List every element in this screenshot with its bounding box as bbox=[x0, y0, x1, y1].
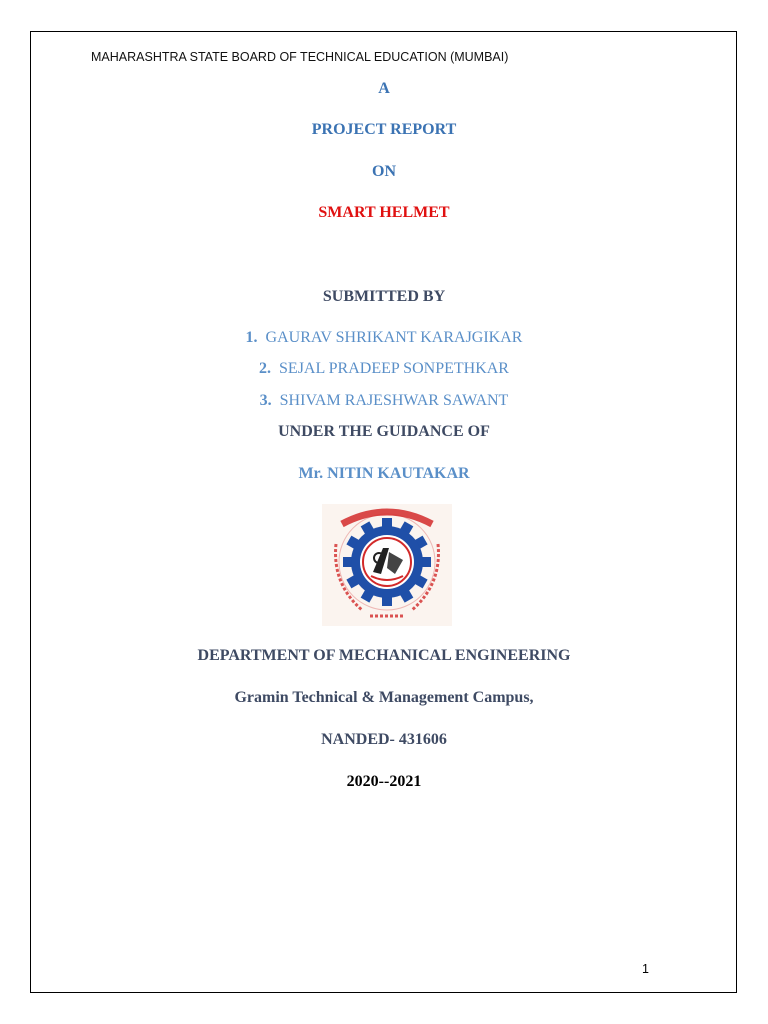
project-title: SMART HELMET bbox=[318, 204, 450, 221]
submitted-by-heading: SUBMITTED BY bbox=[322, 288, 446, 305]
title-a: A bbox=[378, 80, 390, 97]
student-name: SEJAL PRADEEP SONPETHKAR bbox=[279, 360, 509, 377]
department-name: DEPARTMENT OF MECHANICAL ENGINEERING bbox=[197, 647, 571, 664]
student-name: SHIVAM RAJESHWAR SAWANT bbox=[279, 392, 509, 409]
student-number: 2. bbox=[259, 360, 272, 377]
title-project-report: PROJECT REPORT bbox=[311, 121, 457, 138]
student-item bbox=[0, 360, 768, 378]
student-item bbox=[0, 329, 768, 347]
guidance-heading: UNDER THE GUIDANCE OF bbox=[278, 423, 490, 440]
student-item bbox=[0, 392, 768, 410]
board-header: MAHARASHTRA STATE BOARD OF TECHNICAL EDUCATION (MUMBAI) bbox=[91, 50, 509, 64]
campus-name: Gramin Technical & Management Campus, bbox=[234, 689, 534, 706]
student-number: 1. bbox=[245, 329, 258, 346]
title-on: ON bbox=[372, 163, 396, 180]
student-name: GAURAV SHRIKANT KARAJGIKAR bbox=[265, 329, 523, 346]
city-pincode: NANDED- 431606 bbox=[321, 731, 447, 748]
institute-emblem-logo bbox=[322, 504, 452, 626]
page-number: 1 bbox=[642, 962, 649, 976]
student-number: 3. bbox=[259, 392, 272, 409]
guide-name: Mr. NITIN KAUTAKAR bbox=[298, 465, 470, 482]
academic-year: 2020--2021 bbox=[346, 773, 422, 790]
